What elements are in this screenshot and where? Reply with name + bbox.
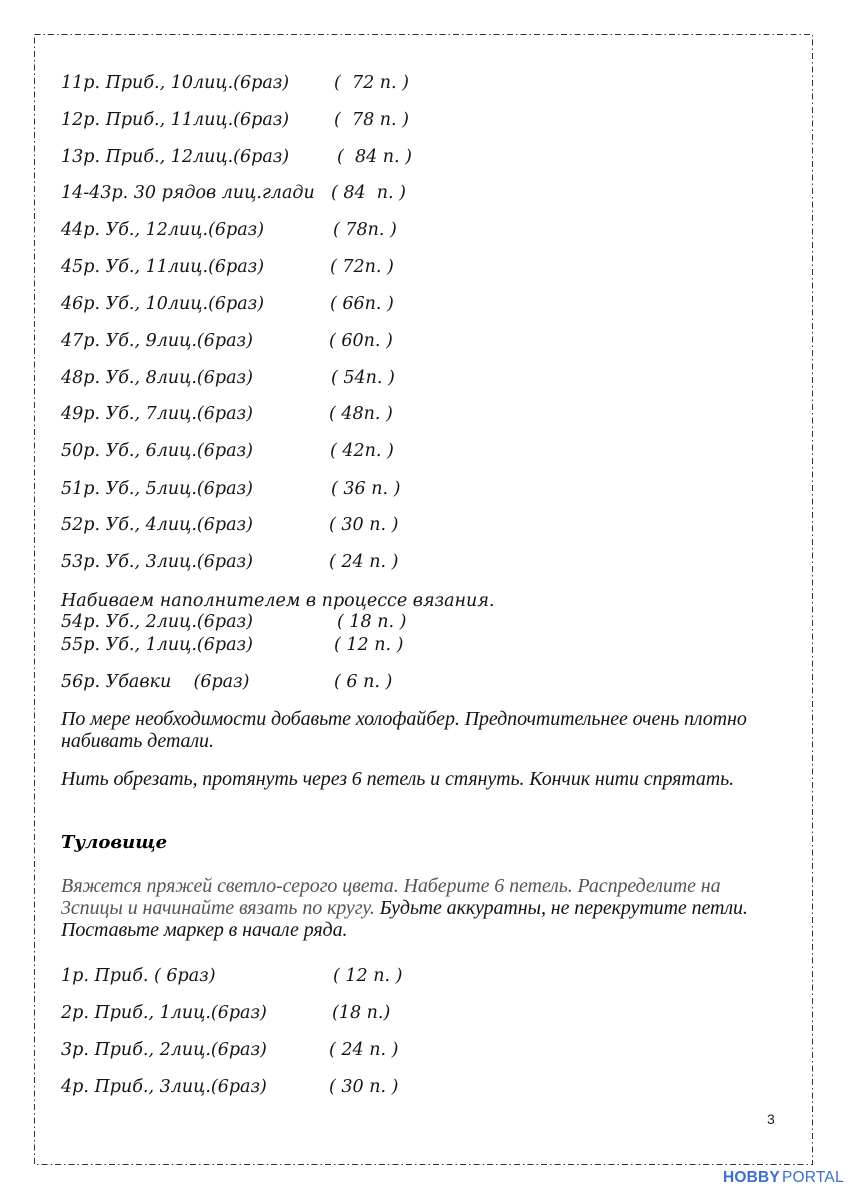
row-desc: 13р. Приб., 12лиц.(6раз) xyxy=(61,147,290,167)
row-desc: 45р. Уб., 11лиц.(6раз) xyxy=(61,257,265,277)
row-count: ( 30 п. ) xyxy=(329,1077,399,1097)
row-count: (18 п.) xyxy=(332,1003,391,1023)
page-number: 3 xyxy=(767,1111,775,1127)
row-count: ( 36 п. ) xyxy=(331,479,401,499)
row-count: ( 12 п. ) xyxy=(333,966,403,986)
row-desc: 1р. Приб. ( 6раз) xyxy=(61,966,216,986)
section-intro xyxy=(61,875,776,941)
brand-logo xyxy=(723,1169,844,1187)
row-desc: 51р. Уб., 5лиц.(6раз) xyxy=(61,479,253,499)
row-count: ( 60п. ) xyxy=(329,331,393,351)
row-count: ( 78п. ) xyxy=(333,220,397,240)
row-desc: 53р. Уб., 3лиц.(6раз) xyxy=(61,552,253,572)
row-count: ( 42п. ) xyxy=(330,441,394,461)
row-count: ( 78 п. ) xyxy=(334,110,410,130)
row-desc: 12р. Приб., 11лиц.(6раз) xyxy=(61,110,290,130)
row-count: ( 54п. ) xyxy=(331,368,395,388)
row-desc: 14-43р. 30 рядов лиц.глади xyxy=(61,183,315,203)
row-count: ( 6 п. ) xyxy=(334,672,393,692)
row-count: ( 30 п. ) xyxy=(329,515,399,535)
section-title: Туловище xyxy=(61,832,168,853)
row-desc: 49р. Уб., 7лиц.(6раз) xyxy=(61,404,253,424)
row-desc: 46р. Уб., 10лиц.(6раз) xyxy=(61,294,265,314)
stuffing-note: Набиваем наполнителем в процессе вязания. xyxy=(61,591,495,611)
intro-dark-text: Будьте аккуратны, не перекрутите петли. Поставьте маркер в начале ряда. xyxy=(61,897,748,941)
row-desc: 11р. Приб., 10лиц.(6раз) xyxy=(61,73,290,93)
holofiber-paragraph: По мере необходимости добавьте холофайбер. Предпочтительнее очень плотно набивать детали. xyxy=(61,708,747,752)
finish-paragraph: Нить обрезать, протянуть через 6 петель и стянуть. Кончик нити спрятать. xyxy=(61,768,735,790)
row-count: ( 72 п. ) xyxy=(334,73,410,93)
row-desc: 50р. Уб., 6лиц.(6раз) xyxy=(61,441,253,461)
row-desc: 52р. Уб., 4лиц.(6раз) xyxy=(61,515,253,535)
row-desc: 54р. Уб., 2лиц.(6раз) xyxy=(61,612,253,632)
row-desc: 47р. Уб., 9лиц.(6раз) xyxy=(61,331,253,351)
row-count: ( 12 п. ) xyxy=(334,635,404,655)
row-desc: 44р. Уб., 12лиц.(6раз) xyxy=(61,220,265,240)
row-desc: 48р. Уб., 8лиц.(6раз) xyxy=(61,368,253,388)
brand-regular: PORTAL xyxy=(781,1169,844,1186)
row-count: ( 18 п. ) xyxy=(337,612,407,632)
row-count: ( 24 п. ) xyxy=(329,552,399,572)
row-count: ( 24 п. ) xyxy=(329,1040,399,1060)
brand-bold: HOBBY xyxy=(723,1169,780,1186)
intro-gray-text: Вяжется пряжей светло-серого цвета. Наберите 6 петель. Распределите на 3спицы и начинайте вязать по кругу. xyxy=(61,875,721,919)
row-count: ( 84 п. ) xyxy=(331,183,407,203)
row-count: ( 48п. ) xyxy=(329,404,393,424)
row-desc: 2р. Приб., 1лиц.(6раз) xyxy=(61,1003,267,1023)
row-count: ( 72п. ) xyxy=(330,257,394,277)
row-desc: 55р. Уб., 1лиц.(6раз) xyxy=(61,635,253,655)
row-desc: 4р. Приб., 3лиц.(6раз) xyxy=(61,1077,267,1097)
row-count: ( 66п. ) xyxy=(330,294,394,314)
row-desc: 3р. Приб., 2лиц.(6раз) xyxy=(61,1040,267,1060)
row-desc: 56р. Убавки (6раз) xyxy=(61,672,250,692)
row-count: ( 84 п. ) xyxy=(337,147,413,167)
